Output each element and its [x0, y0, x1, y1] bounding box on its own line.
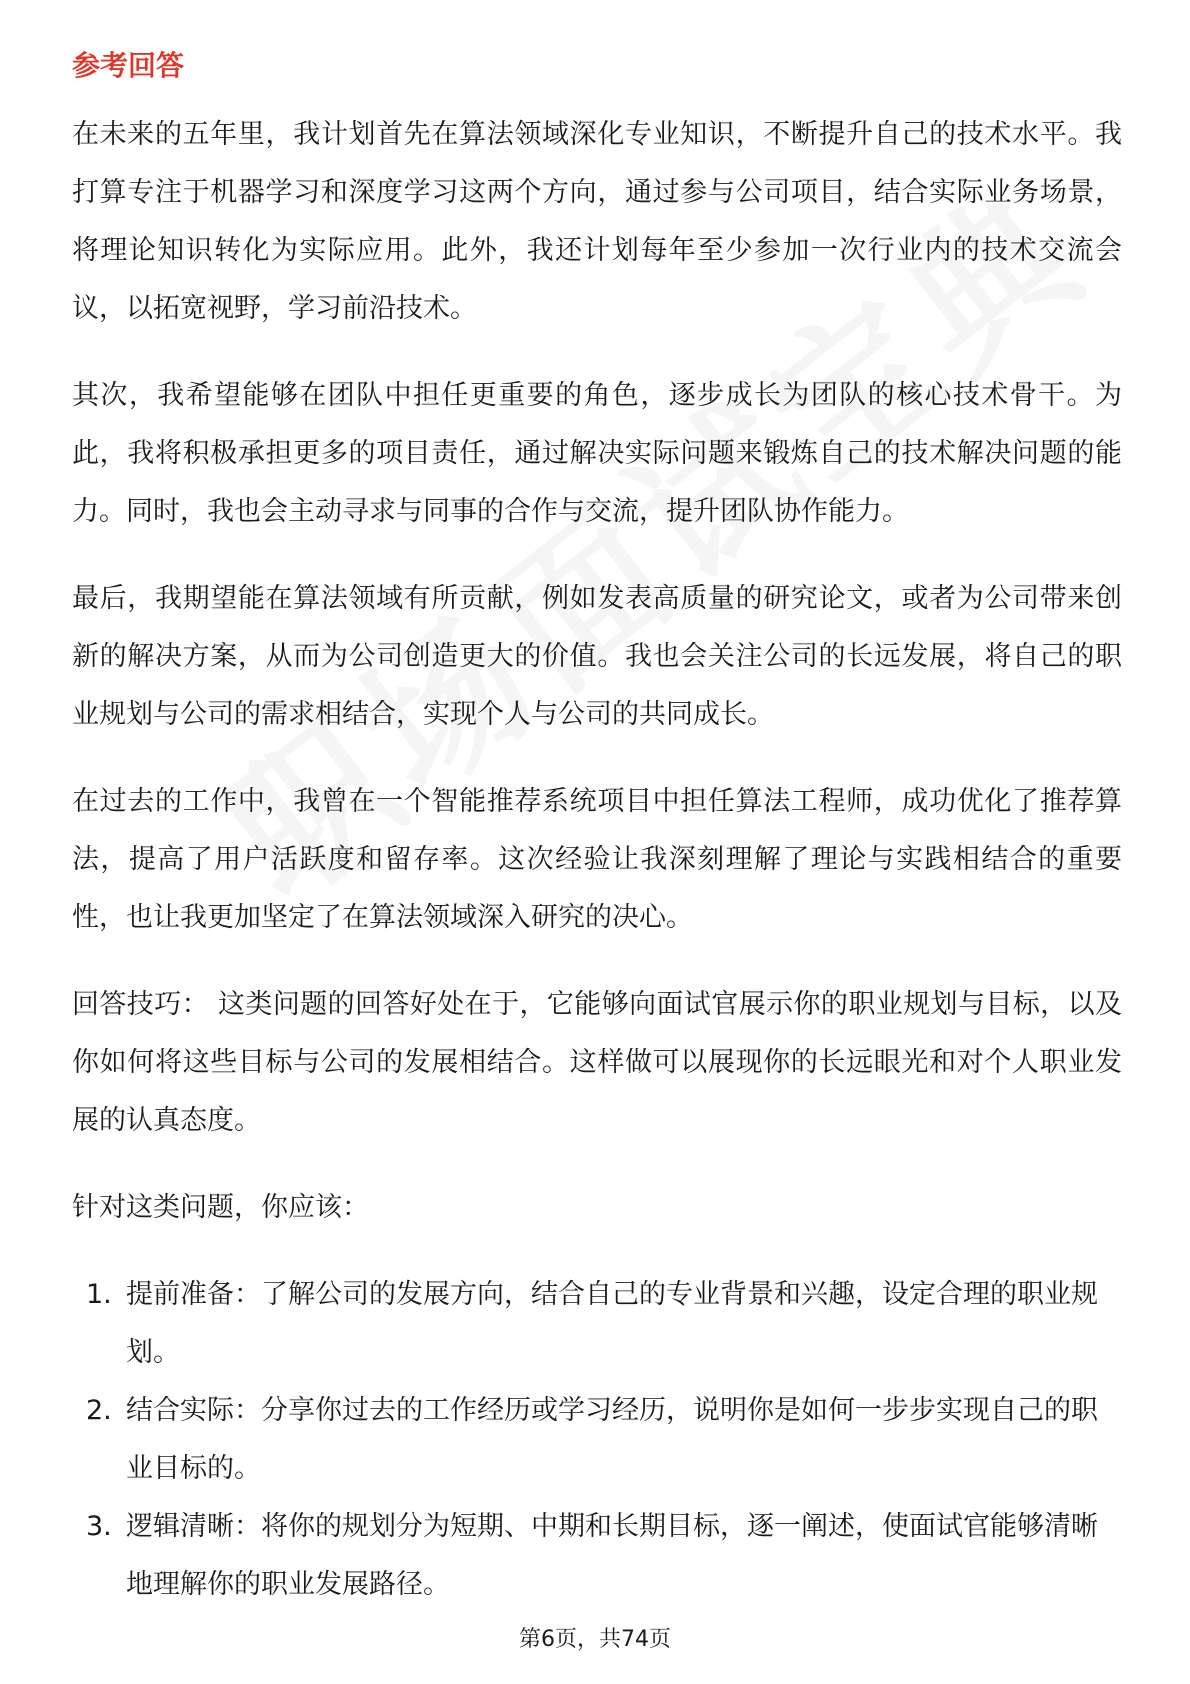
list-item: [72, 1266, 1122, 1382]
list-item-text: 提前准备：了解公司的发展方向，结合自己的专业背景和兴趣，设定合理的职业规划。: [126, 1279, 1098, 1368]
document-body: [72, 46, 1122, 1614]
paragraph-1: 在未来的五年里，我计划首先在算法领域深化专业知识，不断提升自己的技术水平。我打算专注于机器学习和深度学习这两个方向，通过参与公司项目，结合实际业务场景，将理论知识转化为实际应用。此外，我还计划每年至少参加一次行业内的技术交流会议，以拓宽视野，学习前沿技术。: [72, 119, 1122, 324]
list-item: [72, 1498, 1122, 1614]
list-item: [72, 1382, 1122, 1498]
page-footer: 第6页，共74页: [519, 1627, 671, 1652]
list-number: 2.: [86, 1395, 112, 1426]
answer-tip-paragraph: 回答技巧： 这类问题的回答好处在于，它能够向面试官展示你的职业规划与目标，以及你如何将这些目标与公司的发展相结合。这样做可以展现你的长远眼光和对个人职业发展的认真态度。: [72, 989, 1122, 1136]
advice-list: [72, 1266, 1122, 1614]
paragraph-3: 最后，我期望能在算法领域有所贡献，例如发表高质量的研究论文，或者为公司带来创新的解决方案，从而为公司创造更大的价值。我也会关注公司的长远发展，将自己的职业规划与公司的需求相结合，实现个人与公司的共同成长。: [72, 583, 1122, 730]
section-heading: 参考回答: [72, 49, 185, 82]
paragraph-2: 其次，我希望能够在团队中担任更重要的角色，逐步成长为团队的核心技术骨干。为此，我将积极承担更多的项目责任，通过解决实际问题来锻炼自己的技术解决问题的能力。同时，我也会主动寻求与同事的合作与交流，提升团队协作能力。: [72, 380, 1122, 527]
list-number: 3.: [86, 1511, 112, 1542]
paragraph-4: 在过去的工作中，我曾在一个智能推荐系统项目中担任算法工程师，成功优化了推荐算法，提高了用户活跃度和留存率。这次经验让我深刻理解了理论与实践相结合的重要性，也让我更加坚定了在算法领域深入研究的决心。: [72, 786, 1122, 933]
list-number: 1.: [86, 1279, 112, 1310]
list-item-text: 逻辑清晰：将你的规划分为短期、中期和长期目标，逐一阐述，使面试官能够清晰地理解你的职业发展路径。: [126, 1511, 1098, 1600]
list-item-text: 结合实际：分享你过去的工作经历或学习经历，说明你是如何一步步实现自己的职业目标的。: [126, 1395, 1098, 1484]
advice-intro: 针对这类问题，你应该：: [72, 1192, 369, 1223]
